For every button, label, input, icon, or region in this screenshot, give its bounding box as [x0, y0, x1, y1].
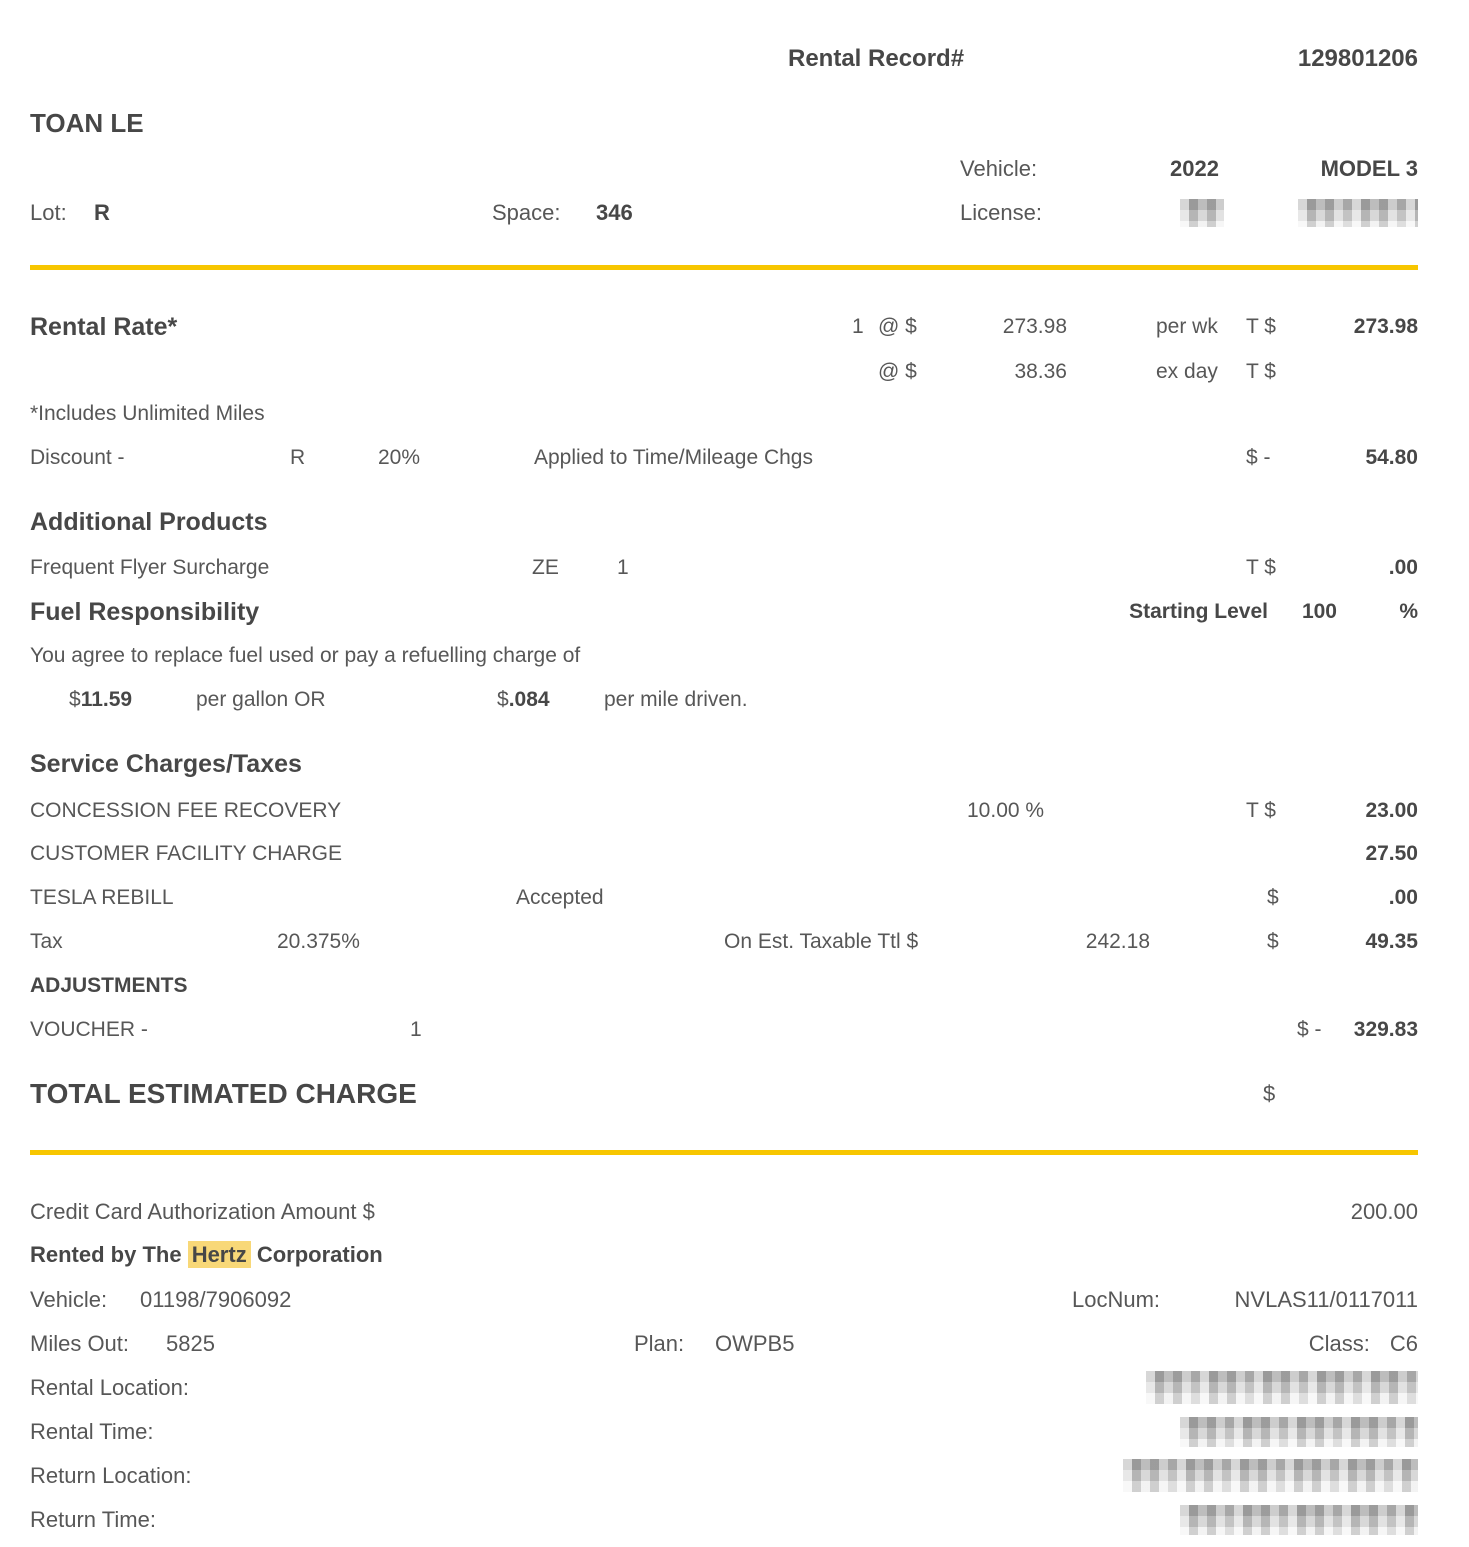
adjustments-heading-row	[30, 969, 1418, 1003]
frequent-flyer-row	[30, 551, 1418, 585]
discount-amount: 54.80	[1365, 446, 1418, 469]
redacted-license-state	[1180, 199, 1224, 227]
concession-fee-tax-flag: T $	[1246, 799, 1276, 822]
tesla-rebill-currency: $	[1267, 886, 1279, 909]
additional-products-heading: Additional Products	[30, 508, 268, 536]
per-mile-value: .084	[508, 688, 550, 711]
total-row	[30, 1074, 1418, 1114]
locnum-value: NVLAS11/0117011	[1234, 1287, 1418, 1312]
vehicle-year: 2022	[1170, 156, 1219, 181]
rental-rate-heading: Rental Rate*	[30, 313, 178, 341]
adjustments-heading: ADJUSTMENTS	[30, 974, 188, 997]
discount-applied-to: Applied to Time/Mileage Chgs	[534, 446, 813, 469]
tax-basis-amount: 242.18	[1085, 930, 1150, 953]
concession-fee-percent: 10.00 %	[967, 799, 1045, 822]
return-location-row	[30, 1459, 1418, 1493]
rental-time-row	[30, 1415, 1418, 1449]
footer-vehicle-label: Vehicle:	[30, 1287, 108, 1312]
rented-by-suffix: Corporation	[250, 1242, 383, 1267]
redacted-return-location	[1123, 1459, 1418, 1492]
lot-label: Lot:	[30, 200, 67, 225]
per-mile-currency: $	[497, 688, 509, 711]
voucher-qty: 1	[410, 1018, 422, 1041]
tax-basis-label: On Est. Taxable Ttl $	[724, 930, 919, 953]
rate-tax-flag: T $	[1246, 315, 1276, 338]
discount-row	[30, 441, 1418, 475]
footer-vehicle-value: 01198/7906092	[140, 1287, 292, 1312]
frequent-flyer-label: Frequent Flyer Surcharge	[30, 556, 270, 579]
tesla-rebill-status: Accepted	[516, 886, 604, 909]
tesla-rebill-amount: .00	[1388, 886, 1418, 909]
starting-level-label: Starting Level	[1129, 600, 1268, 623]
frequent-flyer-tax-flag: T $	[1246, 556, 1276, 579]
rate-qty: 1	[852, 315, 864, 338]
license-label: License:	[960, 200, 1042, 225]
voucher-row	[30, 1013, 1418, 1047]
fuel-agreement-row	[30, 639, 1418, 673]
discount-label: Discount -	[30, 446, 125, 469]
miles-out-label: Miles Out:	[30, 1331, 130, 1356]
discount-percent: 20%	[378, 446, 421, 469]
rented-by-line	[30, 1238, 383, 1272]
per-gallon-currency: $	[69, 688, 81, 711]
locnum-label: LocNum:	[1072, 1287, 1161, 1312]
redacted-return-time	[1180, 1505, 1418, 1535]
vehicle-label: Vehicle:	[960, 156, 1038, 181]
rental-record-label: Rental Record#	[788, 45, 965, 72]
per-gallon-label: per gallon OR	[196, 688, 326, 711]
divider-bottom	[30, 1150, 1418, 1155]
rented-by-row	[30, 1238, 1418, 1272]
total-heading: TOTAL ESTIMATED CHARGE	[30, 1078, 417, 1109]
discount-sign: $ -	[1246, 446, 1271, 469]
tax-row	[30, 925, 1418, 959]
space-label: Space:	[492, 200, 561, 225]
rental-time-label: Rental Time:	[30, 1419, 154, 1444]
concession-fee-row	[30, 794, 1418, 828]
voucher-label: VOUCHER -	[30, 1018, 148, 1041]
rental-location-row	[30, 1371, 1418, 1405]
total-currency: $	[1263, 1081, 1276, 1106]
rental-record-header-row	[30, 42, 1418, 76]
vehicle-row	[30, 152, 1418, 186]
additional-products-heading-row	[30, 505, 1418, 539]
return-time-label: Return Time:	[30, 1507, 156, 1532]
cc-auth-label: Credit Card Authorization Amount $	[30, 1199, 375, 1224]
frequent-flyer-amount: .00	[1388, 556, 1418, 579]
starting-level-value: 100	[1301, 600, 1337, 623]
class-cluster	[1309, 1327, 1418, 1361]
rental-location-label: Rental Location:	[30, 1375, 189, 1400]
fuel-heading-row	[30, 595, 1418, 629]
miles-plan-class-row	[30, 1327, 1418, 1361]
miles-out-value: 5825	[166, 1331, 215, 1356]
rental-rate-line1	[30, 310, 1418, 344]
rate-amount: 273.98	[1353, 315, 1418, 338]
rented-by-prefix: Rented by The	[30, 1242, 188, 1267]
rate2-value: 38.36	[1014, 360, 1067, 383]
rate-period: per wk	[1156, 315, 1218, 338]
starting-level-unit: %	[1399, 600, 1418, 623]
per-mile-label: per mile driven.	[604, 688, 748, 711]
class-label: Class:	[1308, 1331, 1370, 1356]
service-charges-heading-row	[30, 747, 1418, 781]
voucher-sign: $ -	[1297, 1018, 1322, 1041]
return-time-row	[30, 1503, 1418, 1537]
customer-row	[30, 106, 1418, 140]
space-value: 346	[596, 200, 633, 225]
tesla-rebill-label: TESLA REBILL	[30, 886, 174, 909]
per-mile-rate	[497, 683, 550, 717]
plan-value: OWPB5	[715, 1331, 795, 1356]
plan-label: Plan:	[634, 1331, 685, 1356]
service-charges-heading: Service Charges/Taxes	[30, 750, 302, 778]
divider-top	[30, 265, 1418, 270]
discount-code: R	[290, 446, 306, 469]
fuel-rates-row	[30, 683, 1418, 717]
fuel-agreement-text: You agree to replace fuel used or pay a refuelling charge of	[30, 644, 581, 667]
unlimited-miles-note: *Includes Unlimited Miles	[30, 402, 265, 425]
rental-rate-line2	[30, 355, 1418, 389]
frequent-flyer-qty: 1	[617, 556, 629, 579]
frequent-flyer-code: ZE	[532, 556, 559, 579]
tax-percent: 20.375%	[277, 930, 360, 953]
rented-by-brand: Hertz	[188, 1241, 251, 1268]
per-gallon-value: 11.59	[80, 688, 133, 711]
vehicle-locnum-row	[30, 1283, 1418, 1317]
fuel-heading: Fuel Responsibility	[30, 598, 260, 626]
redacted-rental-location	[1146, 1371, 1418, 1404]
return-location-label: Return Location:	[30, 1463, 192, 1488]
rate2-tax-flag: T $	[1246, 360, 1276, 383]
cc-auth-amount: 200.00	[1350, 1199, 1418, 1224]
customer-name: TOAN LE	[30, 108, 144, 138]
customer-facility-amount: 27.50	[1365, 842, 1418, 865]
rate2-period: ex day	[1156, 360, 1218, 383]
tax-currency: $	[1267, 930, 1279, 953]
lot-value: R	[94, 200, 110, 225]
customer-facility-row	[30, 837, 1418, 871]
class-value: C6	[1389, 1331, 1418, 1356]
voucher-amount: 329.83	[1353, 1018, 1418, 1041]
cc-auth-row	[30, 1195, 1418, 1229]
rate-at-sign: @ $	[878, 315, 917, 338]
rental-record-number: 129801206	[1297, 45, 1418, 72]
customer-facility-label: CUSTOMER FACILITY CHARGE	[30, 842, 342, 865]
lot-space-license-row	[30, 196, 1418, 230]
concession-fee-label: CONCESSION FEE RECOVERY	[30, 799, 342, 822]
concession-fee-amount: 23.00	[1365, 799, 1418, 822]
tax-label: Tax	[30, 930, 63, 953]
tesla-rebill-row	[30, 881, 1418, 915]
unlimited-miles-note-row	[30, 397, 1418, 431]
per-gallon-rate	[69, 683, 132, 717]
rate2-at-sign: @ $	[878, 360, 917, 383]
redacted-rental-time	[1180, 1417, 1418, 1447]
rate-value: 273.98	[1002, 315, 1067, 338]
redacted-license-plate	[1298, 199, 1418, 227]
vehicle-model: MODEL 3	[1320, 156, 1418, 181]
tax-amount: 49.35	[1365, 930, 1418, 953]
